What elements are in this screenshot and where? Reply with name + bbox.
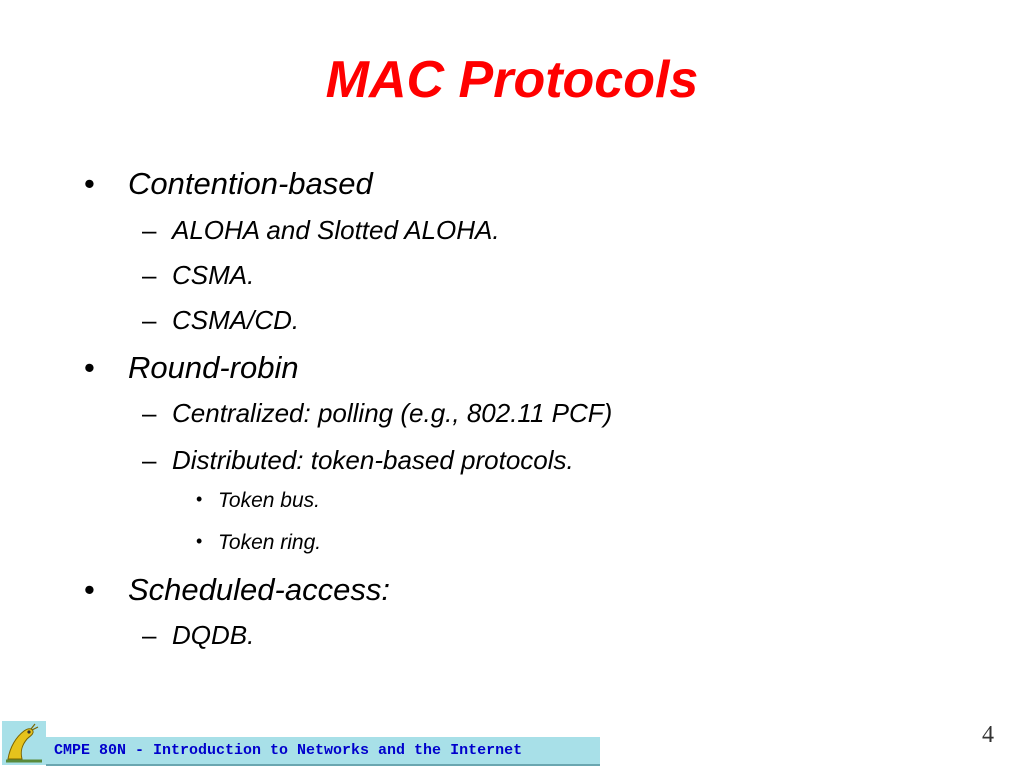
dash-marker: –	[142, 620, 157, 650]
banana-slug-logo-icon	[2, 721, 46, 765]
bullet-marker: •	[196, 531, 203, 551]
subsubbullet-text: Token ring.	[218, 531, 322, 554]
subbullet-text: DQDB.	[172, 620, 255, 650]
dash-marker: –	[142, 398, 157, 428]
dash-marker: –	[142, 305, 157, 335]
subsubbullet-token-ring	[196, 531, 322, 555]
footer-bar	[46, 737, 600, 766]
subbullet-centralized	[142, 398, 613, 429]
bullet-text: Contention-based	[128, 166, 373, 201]
slide-title: MAC Protocols	[325, 51, 699, 109]
subbullet-text: Distributed: token-based protocols.	[172, 445, 574, 475]
subbullet-aloha	[142, 215, 500, 246]
subbullet-csma-cd	[142, 305, 300, 336]
bullet-marker: •	[84, 166, 95, 201]
subbullet-text: ALOHA and Slotted ALOHA.	[172, 215, 500, 245]
course-title: CMPE 80N - Introduction to Networks and the Internet	[54, 742, 523, 759]
subsubbullet-text: Token bus.	[218, 489, 320, 512]
subbullet-text: CSMA.	[172, 260, 255, 290]
dash-marker: –	[142, 445, 157, 475]
dash-marker: –	[142, 260, 157, 290]
bullet-round-robin	[84, 350, 299, 386]
subbullet-text: CSMA/CD.	[172, 305, 300, 335]
subbullet-distributed	[142, 445, 574, 476]
bullet-text: Round-robin	[128, 350, 299, 385]
bullet-marker: •	[196, 489, 203, 509]
bullet-text: Scheduled-access:	[128, 572, 390, 607]
dash-marker: –	[142, 215, 157, 245]
bullet-marker: •	[84, 572, 95, 607]
page-number: 4	[982, 722, 994, 748]
bullet-scheduled-access	[84, 572, 390, 608]
bullet-marker: •	[84, 350, 95, 385]
subbullet-text: Centralized: polling (e.g., 802.11 PCF)	[172, 398, 613, 428]
subsubbullet-token-bus	[196, 489, 320, 513]
subbullet-csma	[142, 260, 255, 291]
bullet-contention-based	[84, 166, 373, 202]
subbullet-dqdb	[142, 620, 255, 651]
